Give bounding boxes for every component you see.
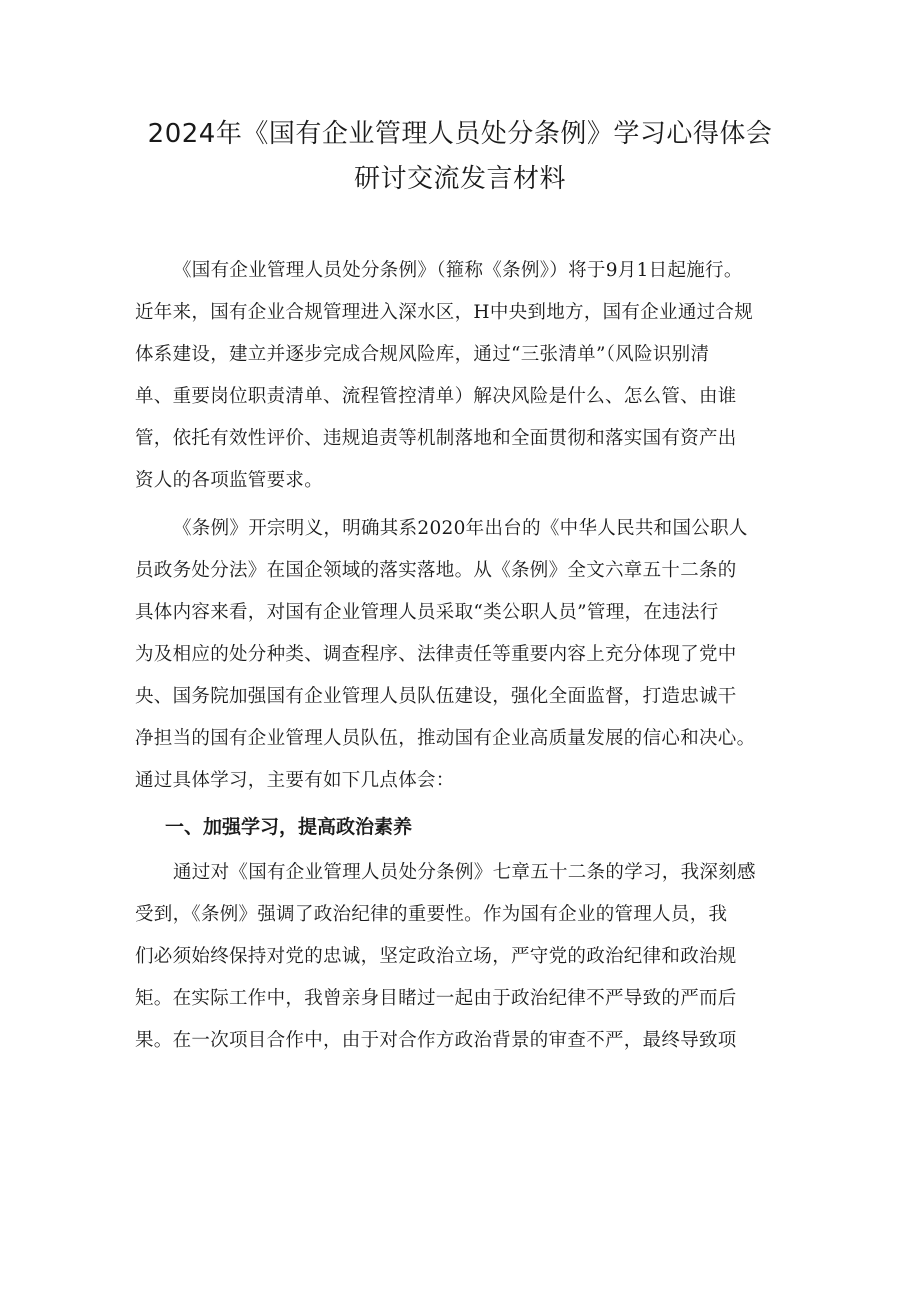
paragraph-line: 具体内容来看，对国有企业管理人员采取“类公职人员”管理，在违法行 xyxy=(135,602,719,623)
paragraph-line: 管，依托有效性评价、违规追责等机制落地和全面贯彻和落实国有资产出 xyxy=(135,428,737,449)
paragraph-line: 净担当的国有企业管理人员队伍，推动国有企业高质量发展的信心和决心。 xyxy=(135,728,756,749)
paragraph-line: 果。在一次项目合作中，由于对合作方政治背景的审查不严，最终导致项 xyxy=(135,1030,737,1051)
paragraph-line: 《国有企业管理人员处分条例》（箍称《条例》）将于9月1日起施行。 xyxy=(173,260,743,281)
paragraph-line: 通过对《国有企业管理人员处分条例》七章五十二条的学习，我深刻感 xyxy=(173,862,756,883)
document-body xyxy=(135,250,790,1062)
section-heading-1: 一、加强学习，提高政治素养 xyxy=(165,816,413,838)
paragraph-line: 《条例》开宗明义，明确其系2020年出台的《中华人民共和国公职人 xyxy=(173,518,748,539)
paragraph-line: 矩。在实际工作中，我曾亲身目睹过一起由于政治纪律不严导致的严而后 xyxy=(135,988,737,1009)
paragraph-line: 央、国务院加强国有企业管理人员队伍建设，强化全面监督，打造忠诚干 xyxy=(135,686,737,707)
paragraph-line: 体系建设，建立并逐步完成合规风险库，通过“三张清单”（风险识别清 xyxy=(135,344,710,365)
paragraph-line: 资人的各项监管要求。 xyxy=(135,470,324,491)
paragraph-line: 单、重要岗位职责清单、流程管控清单）解决风险是什么、怎么管、由谁 xyxy=(135,386,737,407)
paragraph-2 xyxy=(135,508,790,802)
title-line-1: 2024年《国有企业管理人员处分条例》学习心得体会 xyxy=(147,119,773,149)
paragraph-1 xyxy=(135,250,790,502)
title-line-2: 研讨交流发言材料 xyxy=(353,164,566,194)
paragraph-3 xyxy=(135,852,790,1062)
paragraph-line: 们必须始终保持对党的忠诚，坚定政治立场，严守党的政治纪律和政治规 xyxy=(135,946,737,967)
document-title xyxy=(0,112,920,202)
paragraph-line: 近年来，国有企业合规管理进入深水区，H中央到地方，国有企业通过合规 xyxy=(135,302,754,323)
paragraph-line: 员政务处分法》在国企领域的落实落地。从《条例》全文六章五十二条的 xyxy=(135,560,737,581)
paragraph-line: 为及相应的处分种类、调查程序、法律责任等重要内容上充分体现了党中 xyxy=(135,644,737,665)
paragraph-line: 受到，《条例》强调了政治纪律的重要性。作为国有企业的管理人员，我 xyxy=(135,904,728,925)
paragraph-line: 通过具体学习，主要有如下几点体会： xyxy=(135,770,455,791)
